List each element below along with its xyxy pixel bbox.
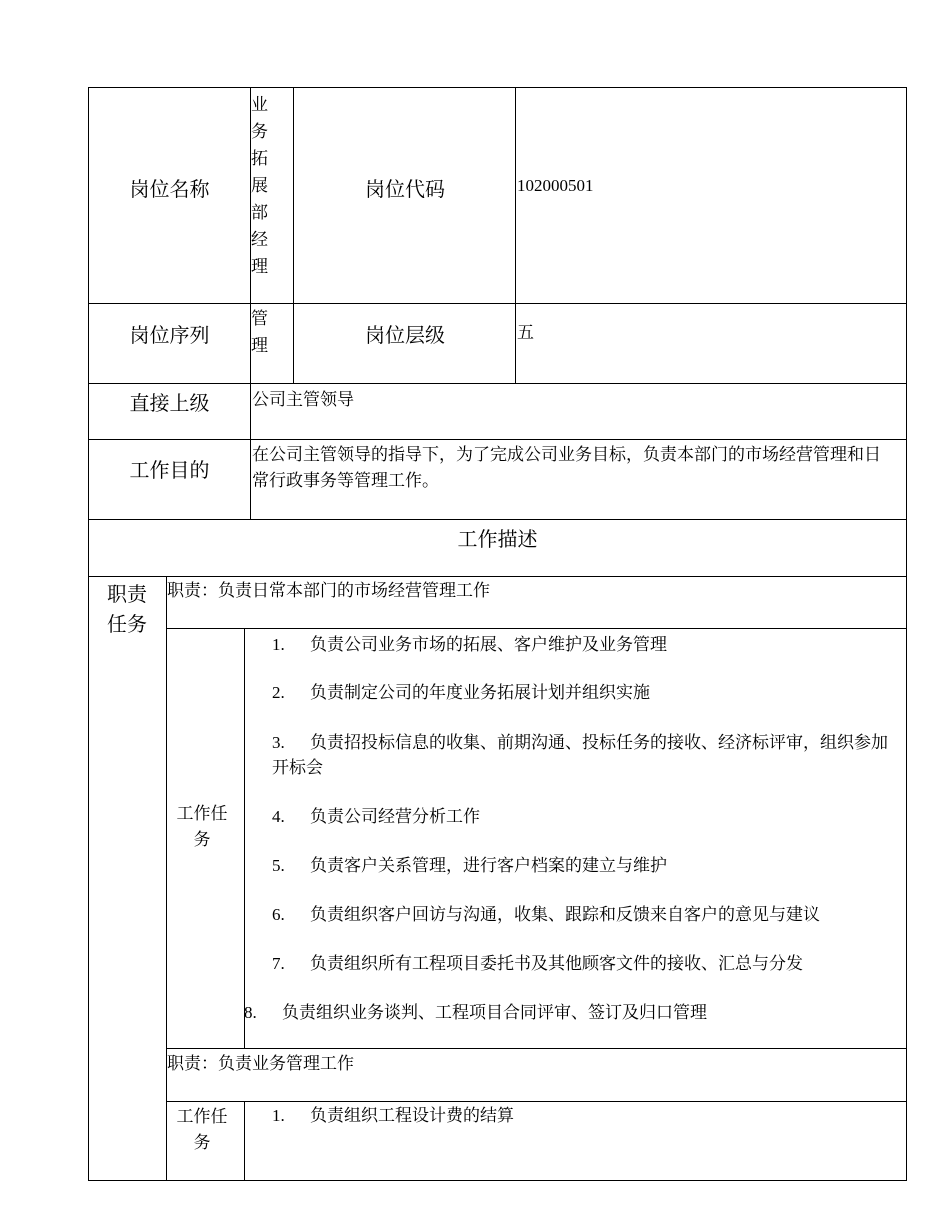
direct-superior-label: 直接上级 (129, 392, 210, 415)
position-series-label: 岗位序列 (129, 324, 210, 347)
task-text: 负责组织业务谈判、工程项目合同评审、签订及归口管理 (282, 1003, 707, 1022)
task-number: 2. (272, 683, 285, 702)
position-series-value: 管理 (251, 309, 268, 355)
task-number: 8. (244, 1003, 257, 1022)
task-text: 负责制定公司的年度业务拓展计划并组织实施 (310, 683, 650, 702)
task-text: 负责客户关系管理，进行客户档案的建立与维护 (310, 856, 667, 875)
position-name-value: 业务拓展部经理 (251, 95, 268, 276)
work-purpose-value: 在公司主管领导的指导下，为了完成公司业务目标，负责本部门的市场经营管理和日常行政事务等管理工作。 (252, 445, 881, 490)
task-number: 1. (272, 1106, 285, 1125)
task-text: 负责组织工程设计费的结算 (310, 1106, 514, 1125)
col-border-duties-label (88, 576, 167, 1181)
duty1-task-label: 工作任务 (176, 804, 228, 849)
position-code-value: 102000501 (517, 176, 594, 195)
duty1-task-8 (244, 1000, 707, 1025)
duty1-task-6 (272, 902, 820, 927)
task-number: 7. (272, 954, 285, 973)
position-level-value: 五 (517, 323, 534, 342)
task-text: 负责组织所有工程项目委托书及其他顾客文件的接收、汇总与分发 (310, 954, 803, 973)
duty2-task-label: 工作任务 (176, 1107, 228, 1152)
duty1-title: 职责：负责日常本部门的市场经营管理工作 (167, 581, 490, 600)
task-number: 6. (272, 905, 285, 924)
task-text: 负责公司经营分析工作 (310, 807, 480, 826)
duty1-task-2 (272, 680, 650, 705)
task-number: 4. (272, 807, 285, 826)
task-text: 负责公司业务市场的拓展、客户维护及业务管理 (310, 635, 667, 654)
task-number: 5. (272, 856, 285, 875)
duty1-task-3 (272, 730, 892, 780)
task-number: 3. (272, 733, 285, 752)
position-code-label: 岗位代码 (365, 178, 445, 201)
duty1-task-5 (272, 853, 667, 878)
duty2-title: 职责：负责业务管理工作 (167, 1054, 354, 1073)
position-name-label: 岗位名称 (129, 178, 210, 201)
task-text: 负责招投标信息的收集、前期沟通、投标任务的接收、经济标评审，组织参加开标会 (272, 733, 888, 777)
duty2-task-1 (272, 1103, 514, 1128)
work-description-title: 工作描述 (457, 528, 538, 551)
direct-superior-value: 公司主管领导 (252, 390, 354, 409)
duty1-task-4 (272, 804, 480, 829)
duties-label: 职责任务 (107, 584, 147, 636)
work-purpose-label: 工作目的 (129, 459, 210, 482)
duty1-task-7 (272, 951, 803, 976)
position-level-label: 岗位层级 (365, 324, 445, 347)
task-number: 1. (272, 635, 285, 654)
task-text: 负责组织客户回访与沟通，收集、跟踪和反馈来自客户的意见与建议 (310, 905, 820, 924)
duty1-task-1 (272, 632, 667, 657)
